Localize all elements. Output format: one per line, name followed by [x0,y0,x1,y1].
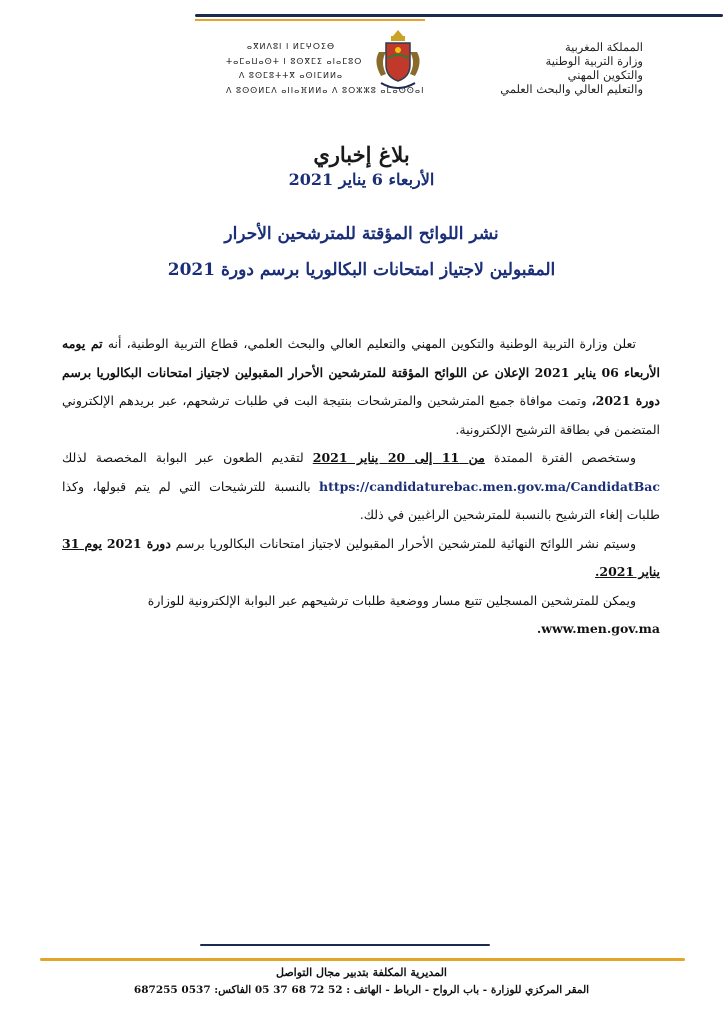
candidature-portal-link[interactable]: https://candidaturebac.men.gov.ma/CandidatBac [319,478,660,494]
paragraph-text: وستخصص الفترة الممتدة [493,450,636,465]
subject-line-1: نشر اللوائح المؤقتة للمترشحين الأحرار [224,224,499,244]
footer-dark-line [200,944,490,946]
footer-contact: المقر المركزي للوزارة - باب الرواح - الرباط - الهاتف : 52 72 68 37 05 الفاكس: 0537 687255 [133,984,590,996]
paragraph-tracking [62,587,660,644]
paragraph-text: وتمت موافاة جميع المترشحين والمترشحات بنتيجة البت في طلبات ترشحهم، عبر بريدهم الإلكتروني المتضمن في بطاقة الترشيح الإلكترونية. [62,393,660,437]
header-ministry-block [473,40,643,96]
footer-gold-line [40,958,685,961]
communique-body [62,330,660,644]
paragraph-appeals [62,444,660,530]
paragraph-announcement [62,330,660,444]
footer-directorate: المديرية المكلفة بتدبير مجال التواصل [276,966,447,979]
communique-heading: بلاغ إخباري [313,142,410,167]
top-decorative-line [195,14,723,17]
top-gold-line [195,19,425,21]
announcement-highlight: تم يومه الأربعاء 06 يناير 2021 الإعلان عن اللوائح المؤقتة للمترشحين الأحرار المقبولين لاجتياز امتحانات البكالوريا برسم دورة 2021، [62,336,661,408]
appeal-period: من 11 إلى 20 يناير 2021 [312,450,485,465]
header-amazigh-line: ⴷ ⵓⵙⵎⵓⵜⵜⴳ ⴰⵙⵏⵎⵍⵍⴰ [238,71,344,80]
paragraph-text: لتقديم الطعون عبر البوابة المخصصة لذلك [62,450,304,465]
header-ministry-line: وزارة التربية الوطنية [545,54,643,68]
header-ministry-line: المملكة المغربية [564,40,643,54]
header-ministry-line: والتكوين المهني [567,68,643,82]
header-ministry-line: والتعليم العالي والبحث العلمي [500,82,643,96]
header-amazigh-block [226,40,425,98]
paragraph-text: بالنسبة للترشيحات التي لم يتم قبولها، وكذا طلبات إلغاء الترشيح بالنسبة للمترشحين الراغبين في ذلك. [62,478,660,522]
header-amazigh-line: ⴷ ⵓⵙⵙⵍⵎⴷ ⴰⵏⵏⴰⴼⵍⵍⴰ ⴷ ⵓⵔⵣⵣⵓ ⴰⵎⴰⵙⵙⴰⵏ [226,85,425,95]
paragraph-text: تعلن وزارة التربية الوطنية والتكوين المهني والتعليم العالي والبحث العلمي، قطاع التربية الوطنية، أنه [107,336,636,351]
ministry-website-link[interactable]: www.men.gov.ma. [536,621,660,636]
subject-line-2: المقبولين لاجتياز امتحانات البكالوريا برسم دورة 2021 [167,260,556,280]
communique-date: الأربعاء 6 يناير 2021 [288,170,435,189]
header-amazigh-line: ⵜⴰⵎⴰⵡⴰⵙⵜ ⵏ ⵓⵙⴳⵎⵉ ⴰⵏⴰⵎⵓⵔ [226,56,363,66]
paragraph-text: وسيتم نشر اللوائح النهائية للمترشحين الأحرار المقبولين لاجتياز امتحانات البكالوريا برسم [175,535,636,551]
final-list-date: يوم 31 يناير 2021. [62,535,660,579]
coat-of-arms-icon [371,28,425,92]
paragraph-final-lists [62,530,660,587]
session-highlight: دورة 2021 [106,535,171,551]
paragraph-text: ويمكن للمترشحين المسجلين تتبع مسار ووضعية طلبات ترشيحهم عبر البوابة الإلكترونية للوزارة [147,592,636,608]
header-amazigh-line: ⴰⴳⵍⴷⵓⵏ ⵏ ⵍⵎⵖⵔⵉⴱ [246,42,336,51]
